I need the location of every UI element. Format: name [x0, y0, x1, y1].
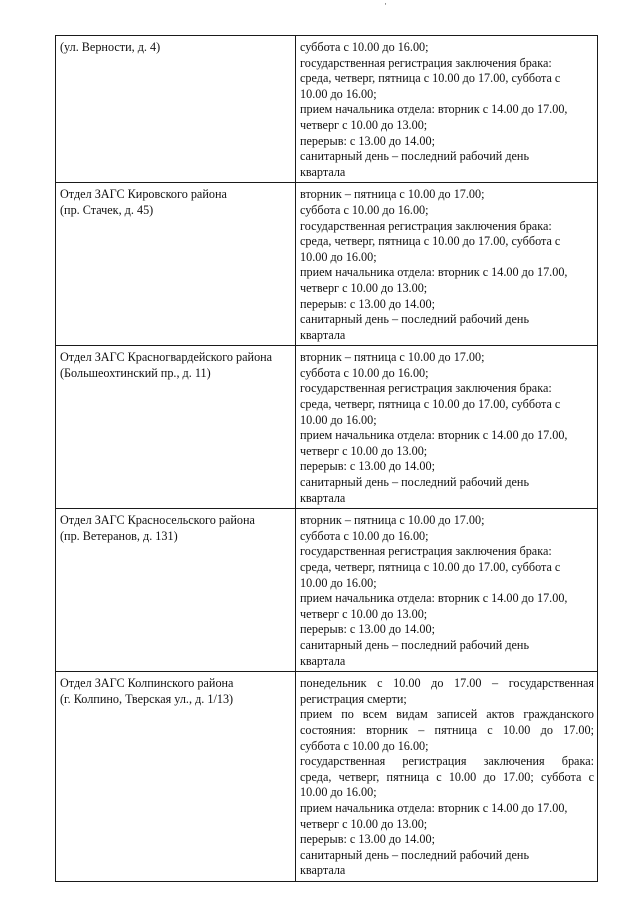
office-line: Отдел ЗАГС Красносельского района — [60, 513, 255, 528]
hours-line: государственная регистрация заключения брака: — [300, 754, 594, 769]
hours-line: 10.00 до 16.00; — [300, 86, 377, 101]
hours-line: вторник – пятница с 10.00 до 17.00; — [300, 187, 485, 202]
office-name-cell — [56, 36, 296, 183]
hours-line: суббота с 10.00 до 16.00; — [300, 202, 429, 217]
hours-line: санитарный день – последний рабочий день — [300, 475, 530, 490]
hours-line: среда, четверг, пятница с 10.00 до 17.00, суббота с — [300, 560, 561, 574]
hours-line: государственная регистрация заключения брака: — [300, 544, 552, 559]
office-line: (пр. Ветеранов, д. 131) — [60, 528, 178, 543]
hours-line: прием начальника отдела: вторник с 14.00 до 17.00, — [300, 428, 568, 443]
office-line: (пр. Стачек, д. 45) — [60, 202, 154, 217]
hours-line: перерыв: с 13.00 до 14.00; — [300, 622, 435, 637]
hours-line: квартала — [300, 653, 346, 668]
hours-line: вторник – пятница с 10.00 до 17.00; — [300, 513, 485, 528]
office-line: (ул. Верности, д. 4) — [60, 40, 161, 54]
hours-line: перерыв: с 13.00 до 14.00; — [300, 459, 435, 474]
page-mark: · — [384, 0, 387, 9]
hours-line: среда, четверг, пятница с 10.00 до 17.00; суббота с — [300, 769, 594, 784]
hours-line: прием начальника отдела: вторник с 14.00 до 17.00, — [300, 265, 568, 280]
hours-line: 10.00 до 16.00; — [300, 785, 377, 800]
hours-line: четверг с 10.00 до 13.00; — [300, 816, 428, 831]
hours-line: регистрация смерти; — [300, 691, 407, 706]
hours-line: суббота с 10.00 до 16.00; — [300, 40, 429, 54]
hours-line: прием по всем видам записей актов гражданского — [300, 707, 594, 722]
office-line: Отдел ЗАГС Колпинского района — [60, 676, 234, 691]
hours-line: 10.00 до 16.00; — [300, 249, 377, 264]
hours-line: 10.00 до 16.00; — [300, 412, 377, 427]
hours-line: прием начальника отдела: вторник с 14.00 до 17.00, — [300, 102, 568, 117]
hours-line: 10.00 до 16.00; — [300, 575, 377, 590]
office-line: (Большеохтинский пр., д. 11) — [60, 365, 211, 380]
table-row — [56, 183, 598, 346]
hours-line: суббота с 10.00 до 16.00; — [300, 365, 429, 380]
hours-line: четверг с 10.00 до 13.00; — [300, 606, 428, 621]
hours-line: среда, четверг, пятница с 10.00 до 17.00, суббота с — [300, 234, 561, 249]
hours-line: санитарный день – последний рабочий день — [300, 637, 530, 652]
hours-line: квартала — [300, 327, 346, 342]
hours-line: среда, четверг, пятница с 10.00 до 17.00, суббота с — [300, 397, 561, 412]
hours-line: четверг с 10.00 до 13.00; — [300, 443, 428, 458]
hours-line: государственная регистрация заключения брака: — [300, 55, 552, 70]
working-hours-cell — [296, 183, 598, 346]
hours-line: понедельник с 10.00 до 17.00 – государственная — [300, 676, 594, 691]
office-name-cell — [56, 509, 296, 672]
hours-line: перерыв: с 13.00 до 14.00; — [300, 832, 435, 847]
office-line: (г. Колпино, Тверская ул., д. 1/13) — [60, 691, 234, 706]
hours-line: среда, четверг, пятница с 10.00 до 17.00, суббота с — [300, 71, 561, 86]
office-name-cell — [56, 672, 296, 882]
registry-office-schedule-table — [55, 35, 598, 882]
table-row — [56, 36, 598, 183]
hours-line: государственная регистрация заключения брака: — [300, 381, 552, 396]
hours-line: суббота с 10.00 до 16.00; — [300, 738, 429, 753]
hours-line: четверг с 10.00 до 13.00; — [300, 117, 428, 132]
hours-line: суббота с 10.00 до 16.00; — [300, 528, 429, 543]
hours-line: санитарный день – последний рабочий день — [300, 149, 530, 164]
office-line: Отдел ЗАГС Красногвардейского района — [60, 350, 273, 365]
hours-line: прием начальника отдела: вторник с 14.00 до 17.00, — [300, 591, 568, 606]
hours-line: санитарный день – последний рабочий день — [300, 847, 530, 862]
hours-line: квартала — [300, 490, 346, 505]
hours-line: состояния: вторник – пятница с 10.00 до 17.00; — [300, 722, 594, 737]
office-name-cell — [56, 346, 296, 509]
hours-line: квартала — [300, 164, 346, 179]
table-row — [56, 509, 598, 672]
office-name-cell — [56, 183, 296, 346]
hours-line: государственная регистрация заключения брака: — [300, 218, 552, 233]
working-hours-cell — [296, 36, 598, 183]
working-hours-cell — [296, 509, 598, 672]
hours-line: перерыв: с 13.00 до 14.00; — [300, 133, 435, 148]
hours-line: перерыв: с 13.00 до 14.00; — [300, 296, 435, 311]
hours-line: четверг с 10.00 до 13.00; — [300, 280, 428, 295]
hours-line: вторник – пятница с 10.00 до 17.00; — [300, 350, 485, 365]
table-row — [56, 346, 598, 509]
hours-line: прием начальника отдела: вторник с 14.00 до 17.00, — [300, 800, 568, 815]
hours-line: квартала — [300, 863, 346, 878]
working-hours-cell — [296, 672, 598, 882]
hours-line: санитарный день – последний рабочий день — [300, 312, 530, 327]
schedule-table-body — [56, 36, 598, 882]
table-row — [56, 672, 598, 882]
working-hours-cell — [296, 346, 598, 509]
office-line: Отдел ЗАГС Кировского района — [60, 187, 227, 202]
